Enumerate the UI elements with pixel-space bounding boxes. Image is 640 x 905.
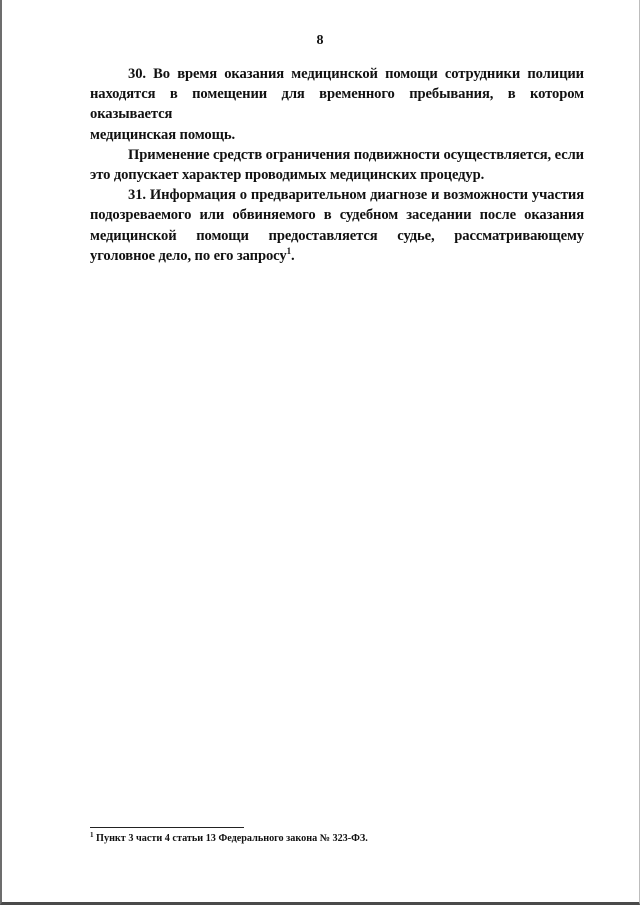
text-line: 30. Во время оказания медицинской помощи сотрудники полиции — [128, 66, 584, 82]
document-body — [90, 64, 584, 266]
footnote-separator — [90, 827, 244, 828]
text-line: медицинской помощи предоставляется судье, рассматривающему — [90, 227, 584, 244]
text-line-last — [90, 246, 584, 266]
text-line: это допускает характер проводимых медицинских процедур. — [90, 167, 485, 184]
footnote-marker: 1 — [90, 831, 94, 839]
text-line: медицинская помощь. — [90, 126, 236, 143]
paragraph-31 — [90, 185, 584, 266]
paragraph-30 — [90, 64, 584, 145]
footnote-text: Пункт 3 части 4 статьи 13 Федерального закона № 323-ФЗ. — [96, 833, 368, 844]
sentence-end: . — [290, 247, 295, 264]
text-line: Применение средств ограничения подвижности осуществляется, если — [128, 146, 584, 163]
text-line: находятся в помещении для временного пребывания, в котором оказывается — [90, 86, 584, 123]
footnote-reference: 1 — [286, 245, 291, 256]
paragraph-restraint — [90, 145, 584, 185]
text-line: подозреваемого или обвиняемого в судебном заседании после оказания — [90, 207, 584, 224]
text-line: уголовное дело, по его запросу — [90, 247, 287, 264]
page-number: 8 — [316, 33, 324, 48]
footnote — [90, 833, 368, 844]
text-line: 31. Информация о предварительном диагнозе и возможности участия — [128, 187, 584, 204]
